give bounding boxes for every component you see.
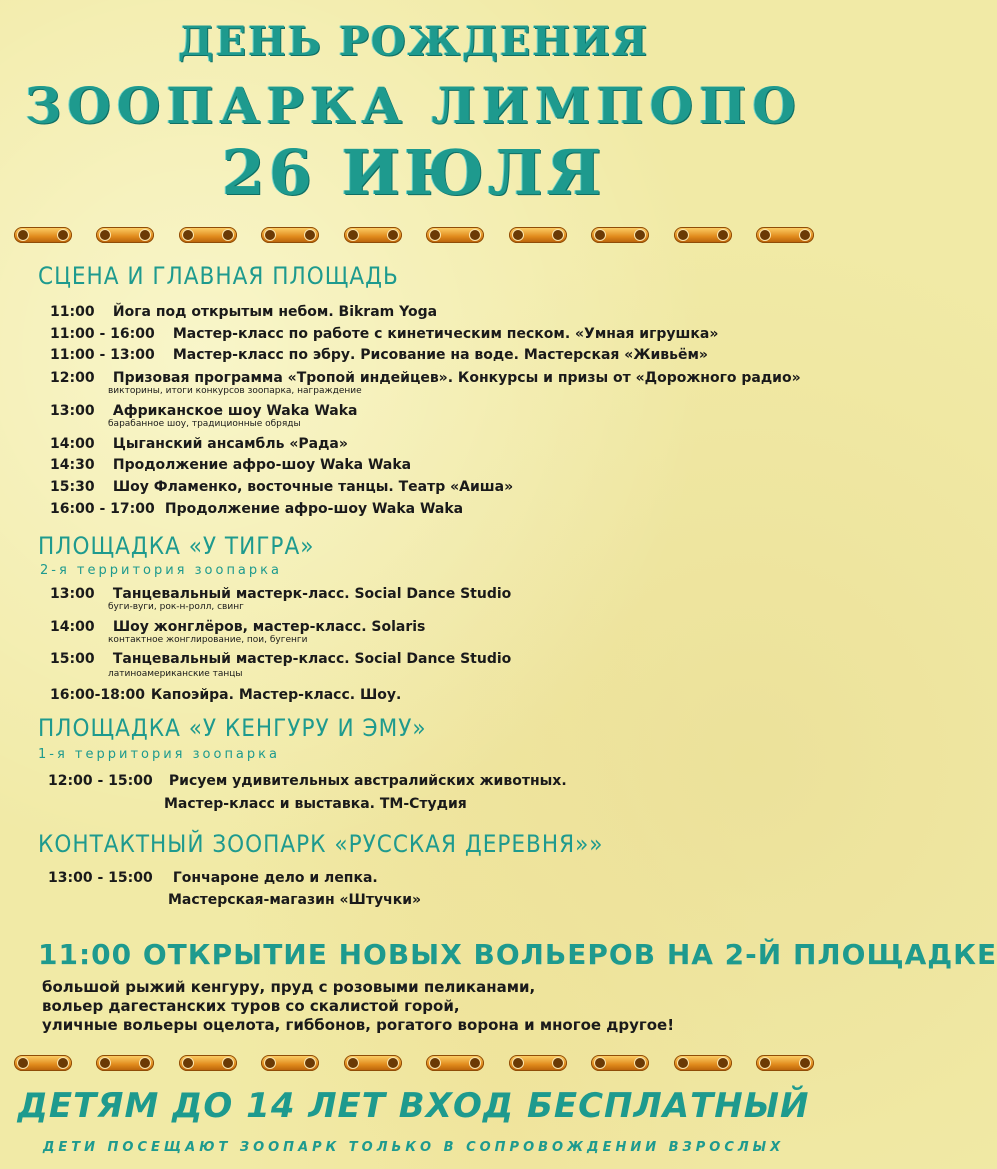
schedule-row xyxy=(50,479,513,495)
row-note: барабанное шоу, традиционные обряды xyxy=(108,419,301,429)
row-time: 15:00 xyxy=(50,651,95,667)
row-text: Гончароне дело и лепка. xyxy=(172,870,378,886)
bead-icon xyxy=(344,1055,402,1071)
row-note: буги-вуги, рок-н-ролл, свинг xyxy=(108,602,244,612)
opening-line: вольер дагестанских туров со скалистой горой, xyxy=(42,997,460,1015)
bead-icon xyxy=(756,227,814,243)
schedule-row xyxy=(50,436,348,452)
schedule-row xyxy=(48,870,378,886)
section-title-kangaroo: ПЛОЩАДКА «У КЕНГУРУ И ЭМУ» xyxy=(38,714,427,742)
section-subtitle-kangaroo: 1-я территория зоопарка xyxy=(38,747,280,762)
bead-icon xyxy=(674,227,732,243)
row-time: 14:30 xyxy=(50,457,95,473)
section-title-tiger: ПЛОЩАДКА «У ТИГРА» xyxy=(38,532,315,560)
row-text: Шоу жонглёров, мастер-класс. Solaris xyxy=(112,619,426,635)
row-note: контактное жонглирование, пои, бугенги xyxy=(108,635,308,645)
row-time: 13:00 - 15:00 xyxy=(48,870,153,886)
row-text: Цыганский ансамбль «Рада» xyxy=(112,436,348,452)
row-text: Мастерская-магазин «Штучки» xyxy=(168,892,422,908)
row-text: Танцевальный мастер-класс. Social Dance Studio xyxy=(112,651,512,667)
row-text: Мастер-класс по работе с кинетическим песком. «Умная игрушка» xyxy=(172,326,719,342)
bead-icon xyxy=(96,227,154,243)
row-note: викторины, итоги конкурсов зоопарка, награждение xyxy=(108,386,362,396)
opening-line: большой рыжий кенгуру, пруд с розовыми пеликанами, xyxy=(42,978,536,996)
schedule-row xyxy=(48,773,567,789)
bead-icon xyxy=(14,227,72,243)
row-time: 14:00 xyxy=(50,619,95,635)
row-time: 15:30 xyxy=(50,479,95,495)
row-time: 13:00 xyxy=(50,586,95,602)
row-text: Шоу Фламенко, восточные танцы. Театр «Аиша» xyxy=(112,479,514,495)
bead-icon xyxy=(674,1055,732,1071)
row-text: Продолжение афро-шоу Waka Waka xyxy=(112,457,412,473)
schedule-row xyxy=(50,403,358,429)
row-time: 13:00 xyxy=(50,403,95,419)
bead-icon xyxy=(14,1055,72,1071)
row-time: 12:00 - 15:00 xyxy=(48,773,153,789)
opening-line: уличные вольеры оцелота, гиббонов, рогатого ворона и многое другое! xyxy=(42,1016,675,1034)
bead-icon xyxy=(261,227,319,243)
schedule-row xyxy=(50,501,463,517)
section-title-contact-zoo: КОНТАКТНЫЙ ЗООПАРК «РУССКАЯ ДЕРЕВНЯ»» xyxy=(38,830,604,858)
row-time: 14:00 xyxy=(50,436,95,452)
schedule-row xyxy=(50,347,708,363)
bead-icon xyxy=(96,1055,154,1071)
opening-title: 11:00 ОТКРЫТИЕ НОВЫХ ВОЛЬЕРОВ НА 2-Й ПЛОЩАДКЕ xyxy=(38,938,997,971)
row-text: Капоэйра. Мастер-класс. Шоу. xyxy=(150,687,402,703)
row-text: Призовая программа «Тропой индейцев». Конкурсы и призы от «Дорожного радио» xyxy=(112,370,801,386)
bead-icon xyxy=(261,1055,319,1071)
bead-divider-bottom xyxy=(14,1052,814,1074)
row-text: Танцевальный мастерк-ласс. Social Dance Studio xyxy=(112,586,512,602)
schedule-row xyxy=(50,326,718,342)
schedule-row xyxy=(50,370,801,396)
row-time: 11:00 - 16:00 xyxy=(50,326,155,342)
title-line-1: ДЕНЬ РОЖДЕНИЯ xyxy=(177,18,650,65)
row-time: 16:00-18:00 xyxy=(50,687,145,703)
row-time: 11:00 xyxy=(50,304,95,320)
schedule-row xyxy=(50,586,512,612)
schedule-row xyxy=(50,651,512,679)
bead-icon xyxy=(179,227,237,243)
section-title-main-stage: СЦЕНА И ГЛАВНАЯ ПЛОЩАДЬ xyxy=(38,262,399,290)
section-subtitle-tiger: 2-я территория зоопарка xyxy=(40,563,282,578)
accompaniment-note: ДЕТИ ПОСЕЩАЮТ ЗООПАРК ТОЛЬКО В СОПРОВОЖДЕНИИ ВЗРОСЛЫХ xyxy=(42,1140,785,1155)
bead-icon xyxy=(591,1055,649,1071)
schedule-row-continued xyxy=(164,796,467,812)
bead-icon xyxy=(426,227,484,243)
schedule-row-continued xyxy=(168,892,421,908)
row-text: Африканское шоу Waka Waka xyxy=(112,403,358,419)
free-entry-banner: ДЕТЯМ ДО 14 ЛЕТ ВХОД БЕСПЛАТНЫЙ xyxy=(17,1086,810,1126)
title-date: 26 ИЮЛЯ xyxy=(221,136,606,209)
bead-icon xyxy=(509,227,567,243)
bead-icon xyxy=(344,227,402,243)
row-note: латиноамериканские танцы xyxy=(108,669,243,679)
bead-divider-top xyxy=(14,224,814,246)
row-text: Мастер-класс и выставка. ТМ-Студия xyxy=(164,796,467,812)
row-time: 11:00 - 13:00 xyxy=(50,347,155,363)
schedule-row xyxy=(50,457,411,473)
bead-icon xyxy=(756,1055,814,1071)
bead-icon xyxy=(179,1055,237,1071)
row-time: 12:00 xyxy=(50,370,95,386)
schedule-row xyxy=(50,687,401,703)
bead-icon xyxy=(426,1055,484,1071)
row-time: 16:00 - 17:00 xyxy=(50,501,155,517)
schedule-row xyxy=(50,619,426,645)
row-text: Мастер-класс по эбру. Рисование на воде. Мастерская «Живьём» xyxy=(172,347,708,363)
bead-icon xyxy=(509,1055,567,1071)
row-text: Продолжение афро-шоу Waka Waka xyxy=(164,501,464,517)
schedule-row xyxy=(50,304,437,320)
bead-icon xyxy=(591,227,649,243)
title-line-2: ЗООПАРКА ЛИМПОПО xyxy=(25,76,802,135)
row-text: Йога под открытым небом. Bikram Yoga xyxy=(112,304,438,320)
row-text: Рисуем удивительных австралийских животных. xyxy=(168,773,567,789)
